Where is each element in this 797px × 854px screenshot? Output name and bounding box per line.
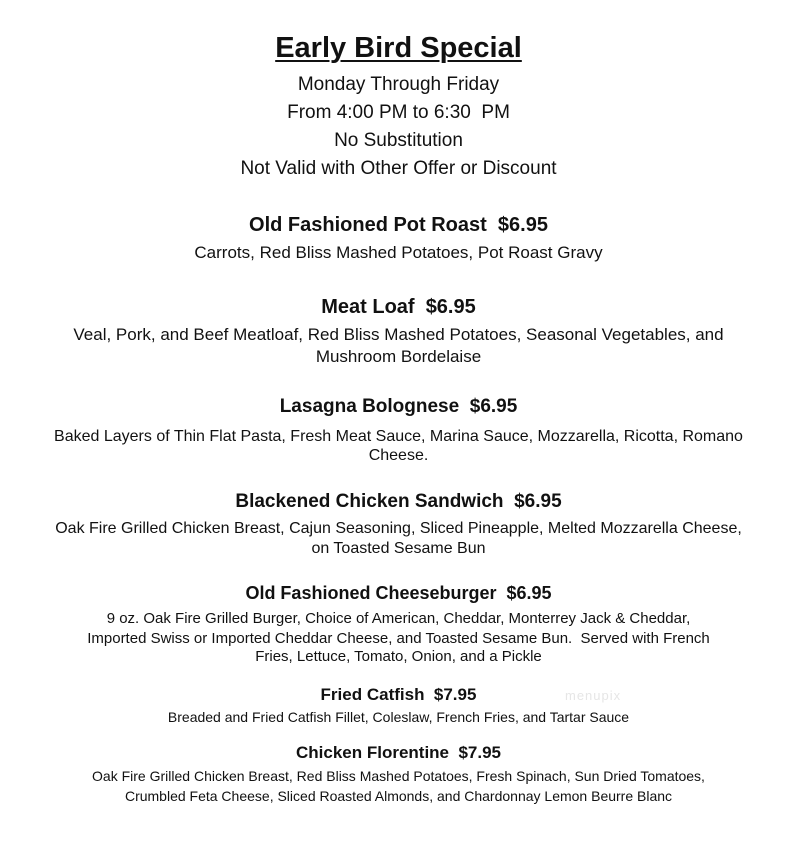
item-desc-chicken-florentine-1: Oak Fire Grilled Chicken Breast, Red Bliss Mashed Potatoes, Fresh Spinach, Sun Dried Tomatoes, — [92, 768, 705, 784]
item-desc-meat-loaf-1: Veal, Pork, and Beef Meatloaf, Red Bliss Mashed Potatoes, Seasonal Vegetables, and — [73, 325, 724, 344]
days-line: Monday Through Friday — [297, 74, 500, 95]
item-desc-catfish: Breaded and Fried Catfish Fillet, Coleslaw, French Fries, and Tartar Sauce — [167, 709, 630, 725]
item-desc-lasagna-2: Cheese. — [368, 447, 429, 464]
item-desc-cheeseburger-1: 9 oz. Oak Fire Grilled Burger, Choice of American, Cheddar, Monterrey Jack & Cheddar, — [106, 610, 691, 627]
hours-line: From 4:00 PM to 6:30 PM — [287, 102, 510, 123]
item-title-cheeseburger: Old Fashioned Cheeseburger $6.95 — [245, 583, 552, 603]
item-desc-lasagna-1: Baked Layers of Thin Flat Pasta, Fresh Meat Sauce, Marina Sauce, Mozzarella, Ricotta, Romano — [54, 428, 743, 445]
item-title-chicken-florentine: Chicken Florentine $7.95 — [295, 743, 501, 762]
item-desc-cheeseburger-3: Fries, Lettuce, Tomato, Onion, and a Pickle — [255, 648, 542, 665]
item-desc-chicken-florentine-2: Crumbled Feta Cheese, Sliced Roasted Almonds, and Chardonnay Lemon Beurre Blanc — [124, 788, 673, 804]
substitution-note: No Substitution — [334, 130, 463, 151]
item-title-chicken-sandwich: Blackened Chicken Sandwich $6.95 — [235, 491, 562, 512]
page-title: Early Bird Special — [275, 32, 522, 64]
item-title-catfish: Fried Catfish $7.95 — [320, 685, 477, 704]
item-title-lasagna: Lasagna Bolognese $6.95 — [279, 396, 518, 417]
discount-note: Not Valid with Other Offer or Discount — [240, 158, 557, 179]
item-title-pot-roast: Old Fashioned Pot Roast $6.95 — [249, 214, 548, 236]
item-desc-chicken-sandwich-2: on Toasted Sesame Bun — [311, 540, 486, 557]
item-desc-chicken-sandwich-1: Oak Fire Grilled Chicken Breast, Cajun Seasoning, Sliced Pineapple, Melted Mozzarella Cheese, — [55, 520, 742, 537]
item-desc-meat-loaf-2: Mushroom Bordelaise — [315, 347, 482, 366]
item-desc-pot-roast: Carrots, Red Bliss Mashed Potatoes, Pot Roast Gravy — [194, 243, 603, 262]
watermark: menupix — [565, 688, 622, 703]
item-title-meat-loaf: Meat Loaf $6.95 — [321, 296, 476, 318]
item-desc-cheeseburger-2: Imported Swiss or Imported Cheddar Cheese, and Toasted Sesame Bun. Served with French — [87, 630, 710, 647]
